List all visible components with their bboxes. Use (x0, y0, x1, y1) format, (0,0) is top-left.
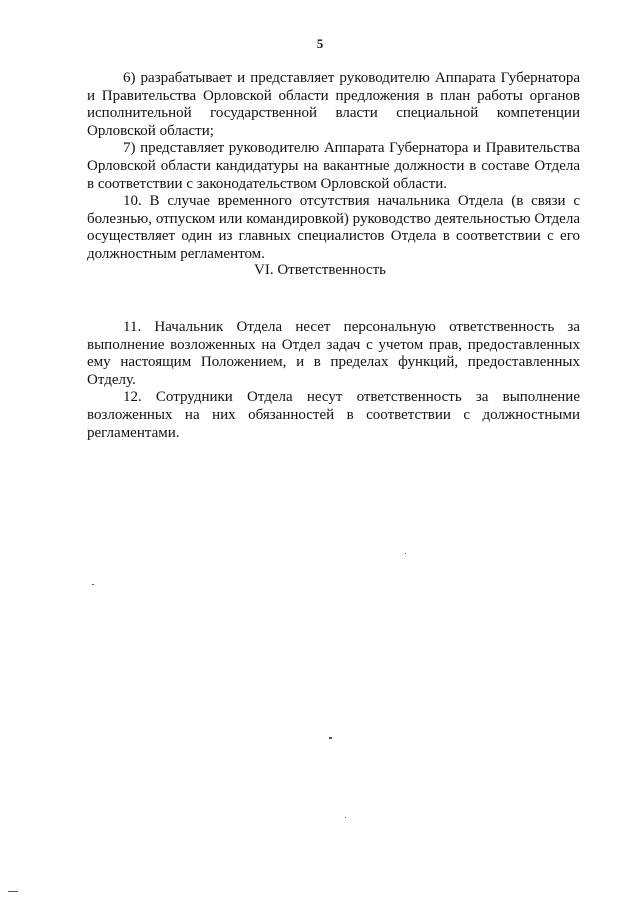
section-vi-body (87, 319, 580, 442)
paragraph-item-6: 6) разрабатывает и представляет руководителю Аппарата Губернатора и Правительства Орловской области предложения в план работы органов исполнительной государственной власти специальной компетенции Орловской области; (87, 70, 580, 139)
paragraph-item-12: 12. Сотрудники Отдела несут ответственность за выполнение возложенных на них обязанностей в соответствии с должностными регламентами. (87, 389, 580, 441)
scan-speck (345, 817, 346, 818)
scan-speck (329, 737, 332, 739)
page-number: 5 (316, 36, 324, 51)
paragraph-item-11: 11. Начальник Отдела несет персональную ответственность за выполнение возложенных на Отдел задач с учетом прав, предоставленных ему настоящим Положением, и в пределах функций, предоставленных Отделу. (87, 319, 580, 388)
paragraph-item-10: 10. В случае временного отсутствия начальника Отдела (в связи с болезнью, отпуском или командировкой) руководство деятельностью Отдела осуществляет один из главных специалистов Отдела в соответствии с его должностным регламентом. (87, 193, 580, 262)
paragraph-item-7: 7) представляет руководителю Аппарата Губернатора и Правительства Орловской области кандидатуры на вакантные должности в составе Отдела в соответствии с законодательством Орловской области. (87, 140, 580, 192)
scan-speck (8, 891, 18, 892)
scan-speck (92, 584, 94, 585)
scan-speck (405, 553, 406, 554)
section-heading-responsibility: VI. Ответственность (254, 262, 386, 278)
section-v-continuation (87, 70, 580, 264)
